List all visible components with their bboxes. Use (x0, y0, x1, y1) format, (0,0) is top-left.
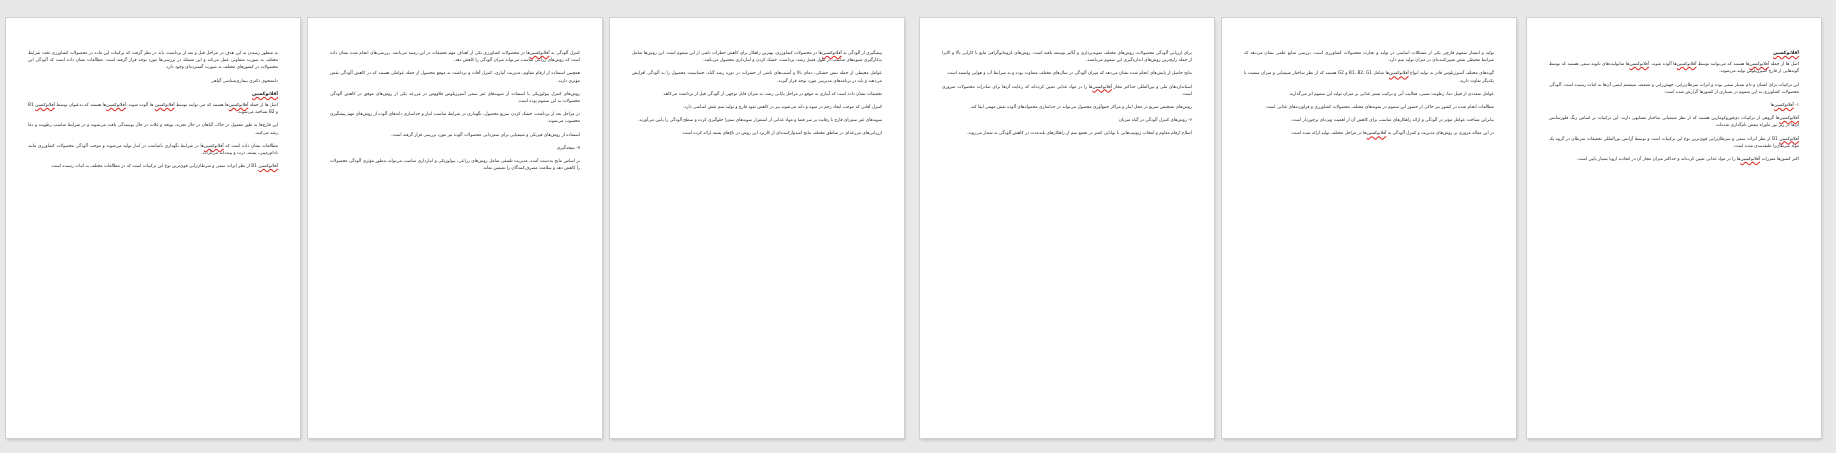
paragraph: آفلاتوکسین‌ها گروهی از ترکیبات دی‌فوروکومارین هستند که از نظر شیمیایی ساختار مشابهی دارند. این ترکیبات بر اساس رنگ فلورسانس آن‌ها در زیر نور ماوراء بنفش نام‌گذاری شده‌اند. (1549, 116, 1799, 129)
paragraph: دانشجوی دکتری بیماری‌شناسی گیاهی (210, 78, 278, 84)
spellcheck-underline: آفلاتوکسین (1740, 157, 1761, 163)
page-1 (6, 18, 300, 438)
paragraph: نتایج حاصل از پایش‌های انجام شده نشان می‌دهد که میزان آلودگی در سال‌های مختلف متفاوت بوده و به شرایط آب و هوایی وابسته است. (946, 71, 1192, 77)
spellcheck-underline: آفلاتوکسین (1676, 62, 1697, 68)
spellcheck-underline: آفلاتوکسین (35, 103, 55, 109)
spellcheck-underline: آفلاتوکسین (106, 103, 126, 109)
paragraph: در این مقاله مروری بر روش‌های مدیریت و کنترل آلودگی به آفلاتوکسین‌ها در مراحل مختلف تولید ارائه شده است. (1290, 131, 1494, 137)
paragraph: مطالعات نشان داده است که آفلاتوکسین‌ها در شرایط نگهداری نامناسب در انبار تولید می‌شوند و موجب آلودگی محصولات کشاورزی مانند بادام‌زمینی، پسته، ذرت و پنبه‌دانه می‌گردند. (28, 143, 278, 157)
paragraph: استفاده از روش‌های فیزیکی و شیمیایی برای سم‌زدایی محصولات آلوده نیز مورد بررسی قرار گرفته است. (391, 132, 580, 138)
paragraph: اصل ها از جمله آفلاتوکسین‌ها هستند که می‌توانند توسط آفلاتوکسین‌ها آلوده شوند. آفلاتوکسین‌ها متابولیت‌های ثانویه سمی هستند که توسط گونه‌هایی از قارچ آسپرژیلوس تولید می‌شوند. (1549, 62, 1799, 75)
paragraph: برای ارزیابی آلودگی محصولات، روش‌های مختلف نمونه‌برداری و آنالیز توسعه یافته است. روش‌های کروماتوگرافی مایع با کارایی بالا و الایزا از جمله رایج‌ترین روش‌های اندازه‌گیری این سموم می‌باشند. (942, 51, 1192, 64)
paragraph: آفلاتوکسین B1 از نظر اثرات سمی و سرطان‌زایی قوی‌ترین نوع این ترکیبات است که در مطالعات مختلف به اثبات رسیده است. (50, 164, 278, 170)
spellcheck-underline: آفلاتوکسین (822, 51, 842, 56)
spellcheck-underline: آفلاتوکسین (154, 103, 175, 109)
paragraph: اصلاح ارقام مقاوم و انتخاب ژنوتیپ‌هایی با توانایی کمتر در تجمع سم از راهکارهای بلندمدت در کاهش آلودگی به شمار می‌روند. (967, 131, 1192, 137)
spellcheck-underline: آفلاتوکسین (1749, 62, 1770, 68)
paragraph: روش‌های کنترل بیولوژیکی با استفاده از سویه‌های غیر سمی آسپرژیلوس فلاووس در مزرعه یکی از روش‌های موفق در کاهش آلودگی محصولات به این سموم بوده است. (330, 91, 580, 105)
spellcheck-underline: آفلاتوکسین (1092, 84, 1113, 90)
paragraph: گونه‌های مختلف آسپرژیلوس قادر به تولید انواع آفلاتوکسین‌ها شامل B1، B2، G1 و G2 هستند که از نظر ساختار شیمیایی و میزان سمیت با یکدیگر تفاوت دارند. (1244, 71, 1495, 84)
paragraph: اکثر کشورها مقررات آفلاتوکسین‌ها را در مواد غذایی تعیین کرده‌اند و حداکثر میزان مجاز آن در اتحادیه اروپا بسیار پایین است. (1576, 157, 1799, 163)
page-5 (1222, 18, 1516, 438)
paragraph: کنترل آفاتی که موجب ایجاد زخم در میوه و دانه می‌شوند نیز در کاهش نفوذ قارچ و تولید سم نقش اساسی دارد. (683, 105, 882, 111)
spellcheck-underline: آفلاتوکسین (1779, 116, 1799, 122)
paragraph: این ترکیبات برای انسان و دام بسیار سمی بوده و اثرات سرطان‌زایی، جهش‌زایی و تضعیف سیستم ایمنی آن‌ها به اثبات رسیده است. آلودگی محصولات کشاورزی به این سموم در بسیاری از کشورها گزارش شده است. (1549, 82, 1799, 95)
paragraph: ۱- آفلاتوکسین‌ها (1770, 103, 1799, 109)
paragraph: ارزیابی‌های مزرعه‌ای در مناطق مختلف نتایج امیدوارکننده‌ای از کاربرد این روش در باغ‌های پسته ارائه کرده است. (681, 131, 882, 137)
spellcheck-underline: آفلاتوکسین (203, 143, 224, 149)
paragraph: در مراحل بعد از برداشت، خشک کردن سریع محصول، نگهداری در شرایط مناسب انبار و جداسازی دانه‌های آلوده از روش‌های مهم پیشگیری محسوب می‌شوند. (330, 112, 580, 125)
spellcheck-underline: آفلاتوکسین (1366, 131, 1387, 137)
paragraph: عوامل محیطی از جمله تنش خشکی، دمای بالا و آسیب‌های ناشی از حشرات در دوره رشد گیاه، حساسیت محصول را به آلودگی افزایش می‌دهند و باید در برنامه‌های مدیریتی مورد توجه قرار گیرند. (632, 71, 882, 84)
spellcheck-underline: آفلاتوکسین (1629, 62, 1650, 68)
page-4 (920, 18, 1214, 438)
paragraph: استانداردهای ملی و بین‌المللی حداکثر مجاز آفلاتوکسین‌ها را در مواد غذایی تعیین کرده‌اند که رعایت آن‌ها برای صادرات محصولات ضروری است. (942, 84, 1192, 97)
paragraph: همچنین استفاده از ارقام مقاوم، مدیریت آبیاری، کنترل آفات و برداشت به موقع محصول از جمله عواملی هستند که در کاهش آلودگی نقش مؤثری دارند. (330, 71, 580, 84)
paragraph: این قارچ‌ها به طور معمول در خاک، گیاهان در حال تجزیه، یونجه و غلات در حال پوسیدگی یافت می‌شوند و در شرایط مناسب رطوبت و دما رشد می‌کنند. (28, 123, 278, 136)
spellcheck-underline: آفلاتوکسین (1774, 103, 1794, 109)
spellcheck-underline: آفلاتوکسین (258, 164, 278, 170)
paragraph: عوامل متعددی از قبیل دما، رطوبت نسبی، فعالیت آبی و ترکیب بستر غذایی بر میزان تولید این سموم اثر می‌گذارند. (1288, 91, 1494, 97)
paragraph: روش‌های تشخیص سریع در محل انبار و مراکز جمع‌آوری محصول می‌تواند در جداسازی محموله‌های آلوده نقش مهمی ایفا کند. (969, 105, 1192, 111)
paragraph: ۷- نتیجه‌گیری (556, 145, 580, 151)
paragraph: ۶- روش‌های کنترل آلودگی در گیاه میزبان (1118, 118, 1192, 124)
paragraph: مطالعات انجام شده در کشور نیز حاکی از حضور این سموم در نمونه‌های مختلف محصولات کشاورزی و فراورده‌های غذایی است. (1265, 105, 1494, 111)
spellcheck-underline: آفلاتوکسین (529, 51, 550, 56)
spellcheck-underline: آفلاتوکسین (228, 103, 249, 109)
spellcheck-underline: آفلاتوکسین (1389, 71, 1409, 77)
paragraph: سویه‌های غیر سم‌زای قارچ با رقابت بر سر فضا و مواد غذایی از استقرار سویه‌های سم‌زا جلوگیری کرده و سطح آلودگی را پایین می‌آورند. (638, 118, 882, 124)
spellcheck-underline: آفلاتوکسین (1772, 51, 1799, 56)
page-6 (1527, 18, 1821, 438)
page-3 (610, 18, 904, 438)
paragraph: آفلاتوکسین B1 از نظر اثرات سمی و سرطان‌زایی قوی‌ترین نوع این ترکیبات است و توسط آژانس بین‌المللی تحقیقات سرطان در گروه یک مواد سرطان‌زا طبقه‌بندی شده است. (1549, 136, 1799, 149)
spellcheck-underline: آفلاتوکسین (251, 91, 278, 97)
section-heading (1549, 50, 1799, 57)
paragraph: تولید و انتشار سموم قارچی یکی از مشکلات اساسی در تولید و تجارت محصولات کشاورزی است. بررسی منابع علمی نشان می‌دهد که شرایط محیطی نقش تعیین‌کننده‌ای در میزان تولید سم دارد. (1244, 51, 1494, 64)
paragraph: تحقیقات نشان داده است که آبیاری به موقع در مراحل پایانی رشد، به میزان قابل توجهی از آلودگی قبل از برداشت می‌کاهد. (662, 91, 882, 97)
section-heading (28, 91, 278, 98)
page-2 (308, 18, 602, 438)
paragraph: اصل ها از جمله آفلاتوکسین‌ها هستند که می توانند توسط آفلاتوکسین ها آلوده شوند. آفلاتوکسین‌ها هستند که به‌عنوان توسط آفلاتوکسین B1 و B2 شناخته می‌شوند. (28, 103, 278, 116)
paragraph: بنابراین شناخت عوامل مؤثر در آلودگی و ارائه راهکارهای مناسب برای کاهش آن از اهمیت ویژه‌ای برخوردار است. (1290, 118, 1494, 124)
spellcheck-underline: آفلاتوکسین (1779, 136, 1799, 142)
paragraph: به منظور رسیدن به این هدف در مراحل قبل و بعد از برداشت، باید در نظر گرفت که ترکیبات این ماده در محصولات کشاورزی تحت شرایط مختلف به صورت متفاوتی عمل می‌کند و این مسئله در بررسی‌ها مورد توجه قرار گرفته است. مطالعات نشان داده است که آلودگی این محصولات در کشورهای مختلف به صورت گسترده‌ای وجود دارد. (28, 51, 278, 71)
paragraph: پیشگیری از آلودگی به آفلاتوکسین‌ها در محصولات کشاورزی، بهترین راهکار برای کاهش خطرات ناشی از این سموم است. این روش‌ها شامل به‌کارگیری شیوه‌های مناسب در طول فصل رشد، برداشت، خشک کردن و انبارداری محصول می‌باشد. (632, 51, 882, 64)
paragraph: کنترل آلودگی به آفلاتوکسین‌ها در محصولات کشاورزی یکی از اهداف مهم تحقیقات در این زمینه می‌باشد. بررسی‌های انجام شده نشان داده است که روش‌های زراعی مناسب می‌تواند میزان آلودگی را کاهش دهد. (330, 51, 580, 64)
paragraph: بر اساس نتایج به‌دست آمده، مدیریت تلفیقی شامل روش‌های زراعی، بیولوژیکی و انبارداری مناسب می‌تواند به‌طور مؤثری آلودگی محصولات را کاهش دهد و سلامت مصرف‌کنندگان را تضمین نماید. (330, 159, 580, 172)
